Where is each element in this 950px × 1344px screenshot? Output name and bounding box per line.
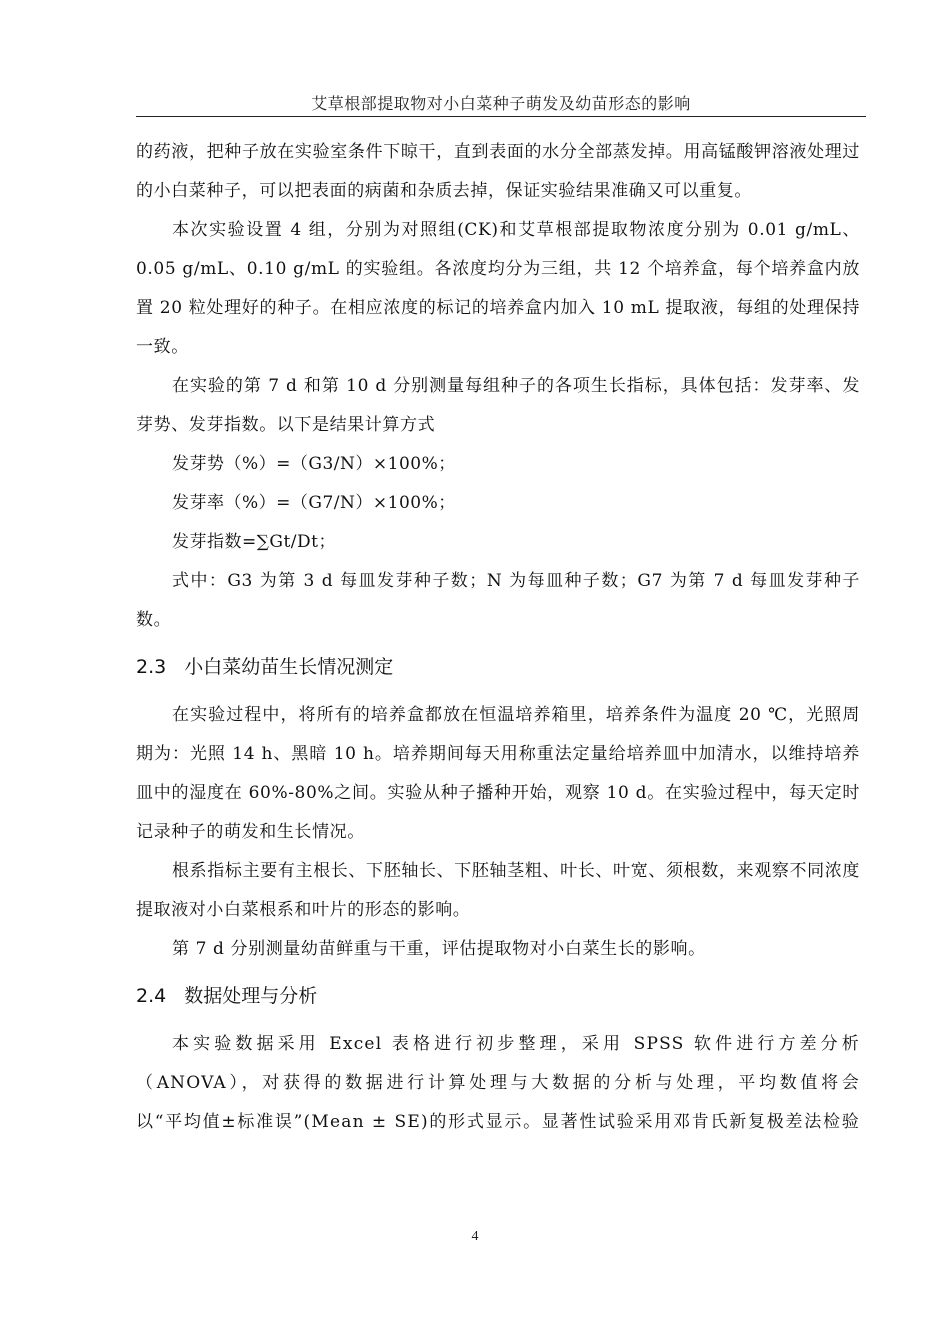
page-body — [136, 133, 860, 1142]
paragraph-data-line-3: 以“平均值±标准误”(Mean ± SE)的形式显示。显著性试验采用邓肯氏新复极差法检验 — [136, 1112, 860, 1132]
section-title: 数据处理与分析 — [184, 985, 318, 1007]
paragraph-weight-measurement: 第 7 d 分别测量幼苗鲜重与干重，评估提取物对小白菜生长的影响。 — [172, 939, 706, 959]
page-number: 4 — [471, 1229, 479, 1244]
section-heading-2-3 — [136, 654, 860, 680]
section-number: 2.4 — [136, 985, 167, 1007]
formula-germination-index: 发芽指数=∑Gt/Dt； — [172, 532, 336, 552]
formula-germination-rate: 发芽率（%）=（G7/N）×100%； — [172, 493, 456, 513]
header-rule — [136, 116, 866, 117]
running-header: 艾草根部提取物对小白菜种子萌发及幼苗形态的影响 — [311, 94, 691, 113]
paragraph-data-line-1: 本实验数据采用 Excel 表格进行初步整理，采用 SPSS 软件进行方差分析 — [172, 1034, 860, 1054]
paragraph-experiment-groups: 本次实验设置 4 组，分别为对照组(CK)和艾草根部提取物浓度分别为 0.01 g/mL、0.05 g/mL、0.10 g/mL 的实验组。各浓度均分为三组，共 12 个培养盒，每个培养盒内放置 20 粒处理好的种子。在相应浓度的标记的培养盒内加入 10 mL 提取液，每组的处理保持一致。 — [136, 220, 860, 357]
paragraph-root-indicators: 根系指标主要有主根长、下胚轴长、下胚轴茎粗、叶长、叶宽、须根数，来观察不同浓度提取液对小白菜根系和叶片的形态的影响。 — [136, 861, 860, 920]
formula-germination-energy: 发芽势（%）=（G3/N）×100%； — [172, 454, 456, 474]
section-heading-2-4 — [136, 983, 860, 1009]
paragraph-continuation: 的药液，把种子放在实验室条件下晾干，直到表面的水分全部蒸发掉。用高锰酸钾溶液处理过的小白菜种子，可以把表面的病菌和杂质去掉，保证实验结果准确又可以重复。 — [136, 142, 860, 201]
section-title: 小白菜幼苗生长情况测定 — [184, 656, 394, 678]
paragraph-data-line-2: （ANOVA），对获得的数据进行计算处理与大数据的分析与处理，平均数值将会 — [136, 1073, 860, 1093]
formula-note: 式中：G3 为第 3 d 每皿发芽种子数；N 为每皿种子数；G7 为第 7 d 每皿发芽种子数。 — [136, 571, 860, 630]
paragraph-growth-indicators: 在实验的第 7 d 和第 10 d 分别测量每组种子的各项生长指标，具体包括：发芽率、发芽势、发芽指数。以下是结果计算方式 — [136, 376, 860, 435]
section-number: 2.3 — [136, 656, 167, 678]
paragraph-culture-conditions: 在实验过程中，将所有的培养盒都放在恒温培养箱里，培养条件为温度 20 ℃，光照周期为：光照 14 h、黑暗 10 h。培养期间每天用称重法定量给培养皿中加清水，以维持培养皿中的湿度在 60%-80%之间。实验从种子播种开始，观察 10 d。在实验过程中，每天定时记录种子的萌发和生长情况。 — [136, 705, 860, 842]
